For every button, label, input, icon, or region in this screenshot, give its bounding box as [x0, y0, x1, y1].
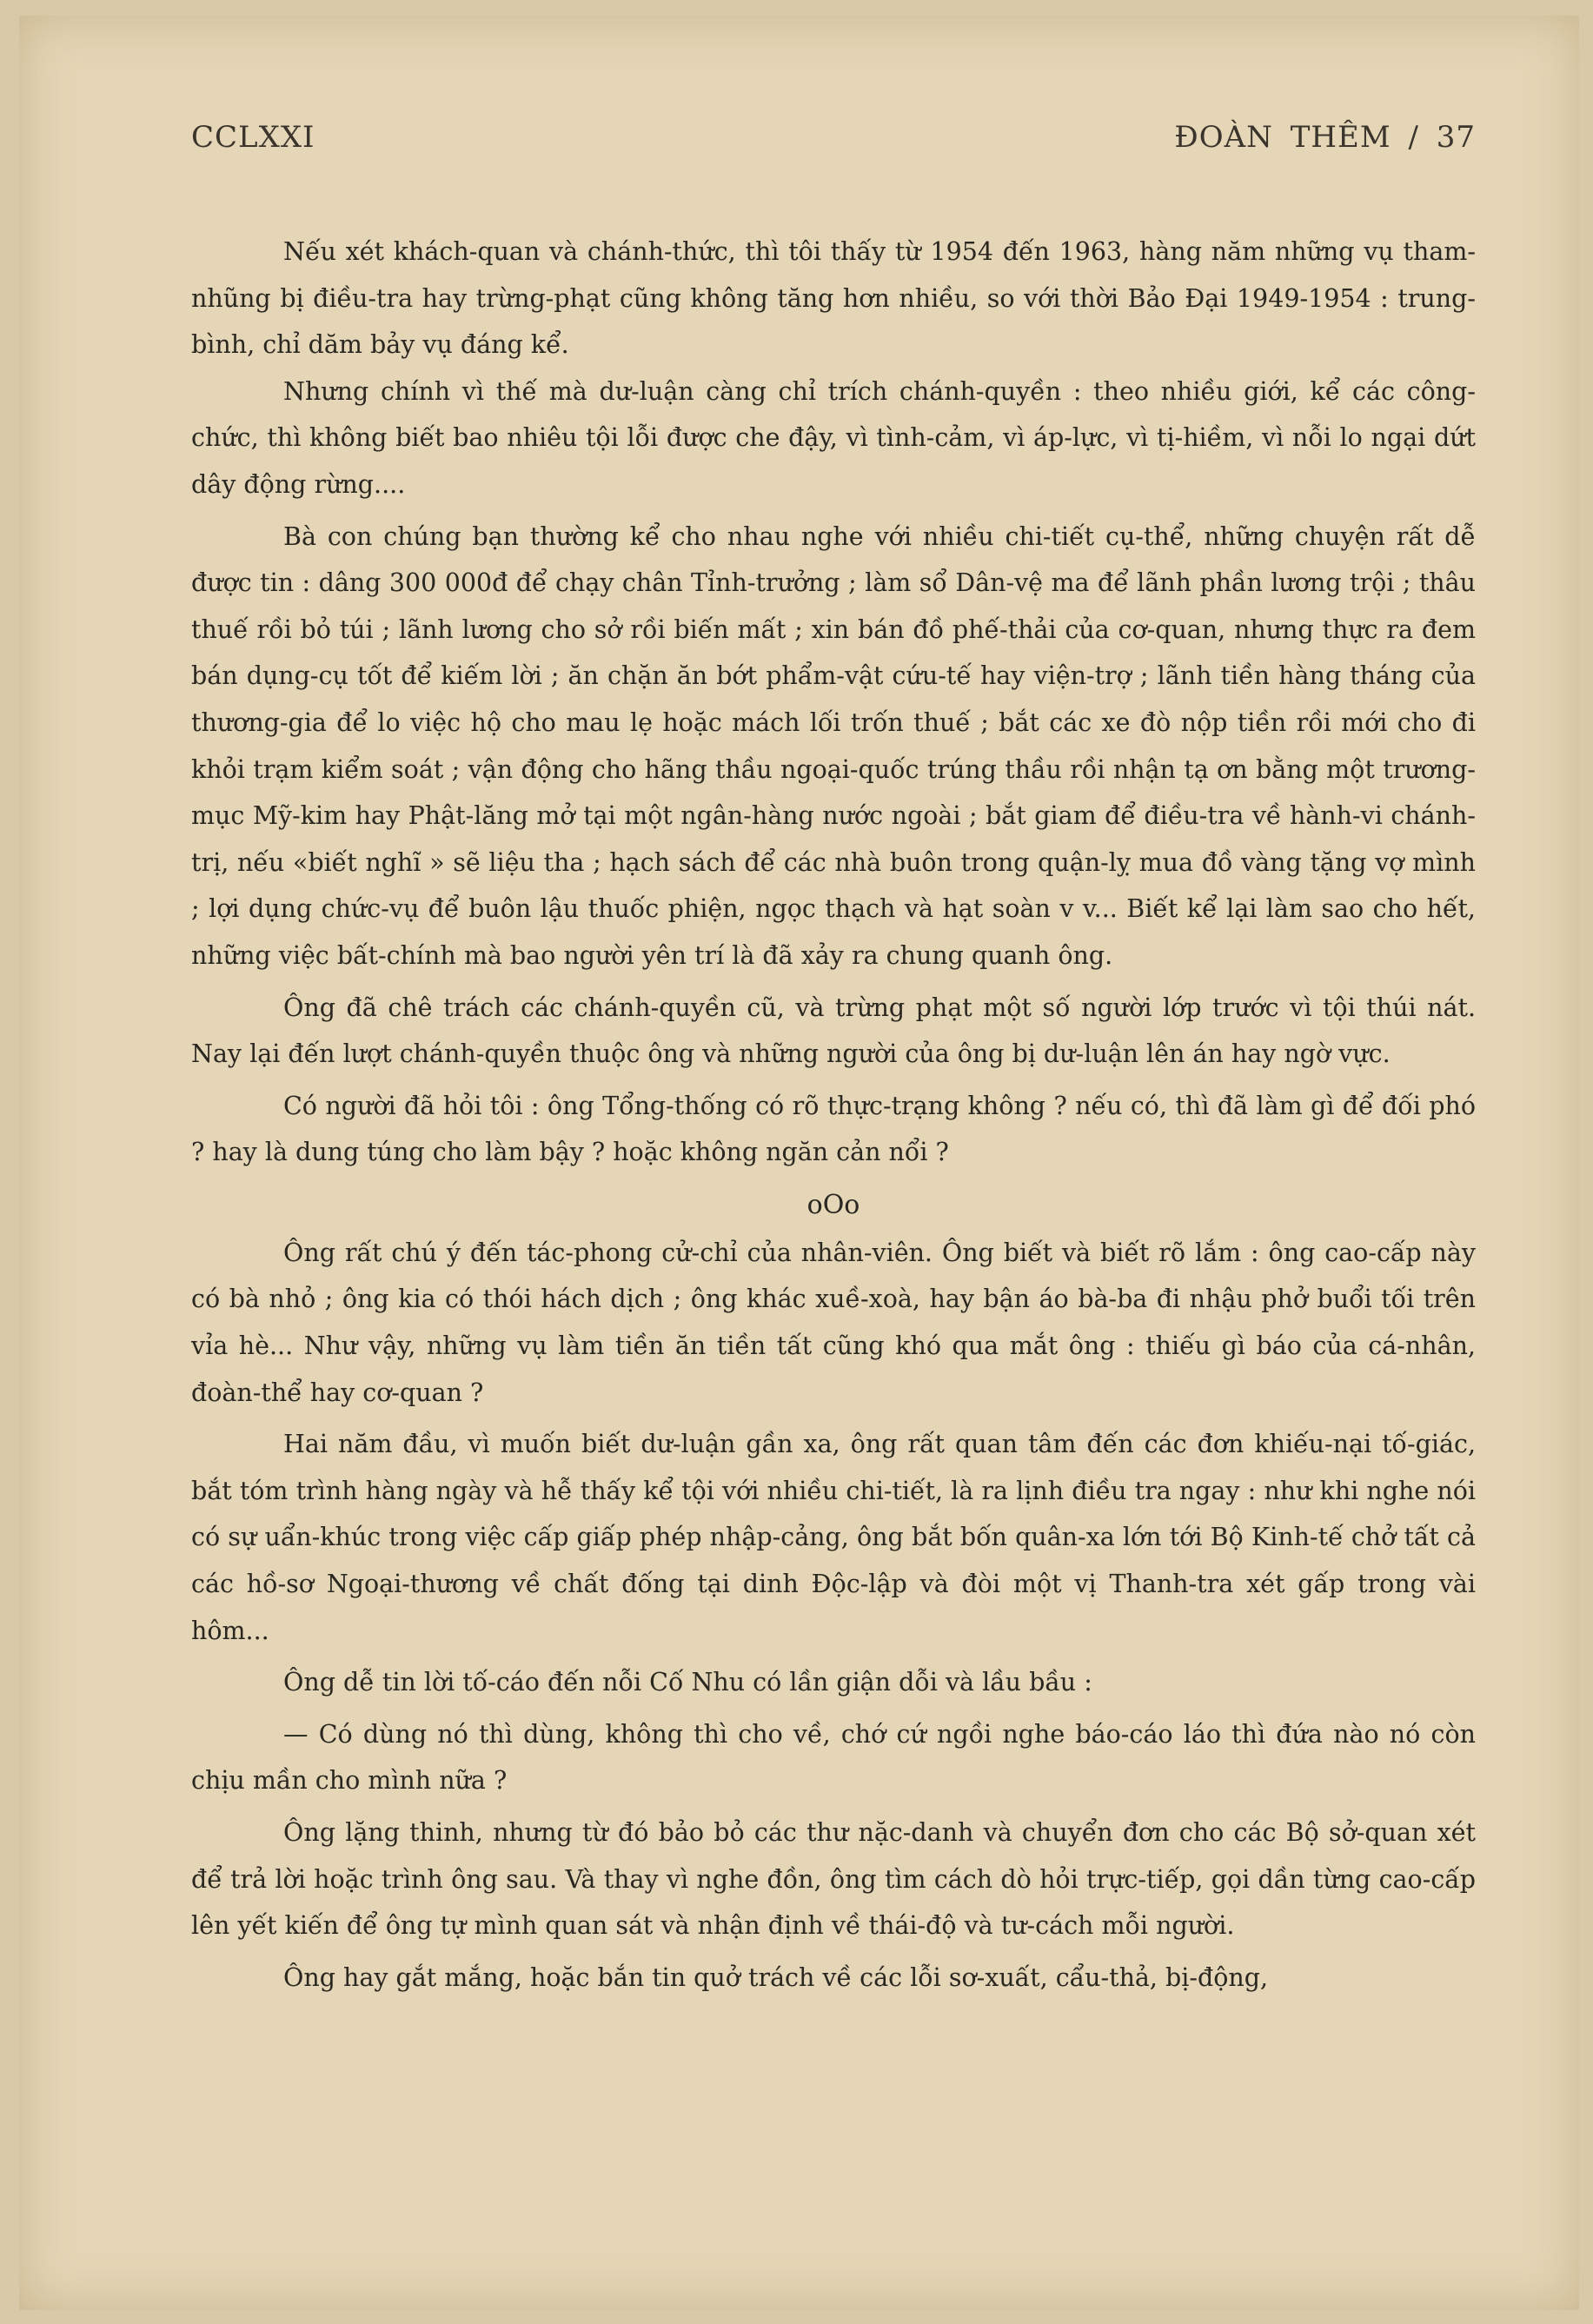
paragraph: Nhưng chính vì thế mà dư-luận càng chỉ trích chánh-quyền : theo nhiều giới, kể các công-chức, thì không biết bao nhiêu tội lỗi được che đậy, vì tình-cảm, vì áp-lực, vì tị-hiềm, vì nỗi lo ngại dứt dây động rừng.... — [191, 376, 1476, 499]
paragraph: Ông dễ tin lời tố-cáo đến nỗi Cố Nhu có lần giận dỗi và lầu bầu : — [283, 1668, 1092, 1697]
author-page-number: ĐOÀN THÊM / 37 — [1174, 120, 1476, 155]
paragraph: Ông hay gắt mắng, hoặc bắn tin quở trách về các lỗi sơ-xuất, cẩu-thả, bị-động, — [283, 1962, 1269, 1992]
page-body — [191, 229, 1476, 2006]
paragraph: Bà con chúng bạn thường kể cho nhau nghe với nhiều chi-tiết cụ-thể, những chuyện rất dễ được tin : dâng 300 000đ để chạy chân Tỉnh-trưởng ; làm sổ Dân-vệ ma để lãnh phần lương trội ; thâu thuế rồi bỏ túi ; lãnh lương cho sở rồi biến mất ; xin bán đồ phế-thải của cơ-quan, nhưng thực ra đem bán dụng-cụ tốt để kiếm lời ; ăn chặn ăn bớt phẩm-vật cứu-tế hay viện-trợ ; lãnh tiền hàng tháng của thương-gia để lo việc hộ cho mau lẹ hoặc mách lối trốn thuế ; bắt các xe đò nộp tiền rồi mới cho đi khỏi trạm kiểm soát ; vận động cho hãng thầu ngoại-quốc trúng thầu rồi nhận tạ ơn bằng một trương-mục Mỹ-kim hay Phật-lăng mở tại một ngân-hàng nước ngoài ; bắt giam để điều-tra về hành-vi chánh-trị, nếu «biết nghĩ » sẽ liệu tha ; hạch sách để các nhà buôn trong quận-lỵ mua đồ vàng tặng vợ mình ; lợi dụng chức-vụ để buôn lậu thuốc phiện, ngọc thạch và hạt soàn v v... Biết kể lại làm sao cho hết, những việc bất-chính mà bao người yên trí là đã xảy ra chung quanh ông. — [191, 521, 1476, 970]
book-page — [19, 16, 1579, 2310]
chapter-number: CCLXXI — [191, 120, 315, 155]
section-separator: oOo — [806, 1189, 860, 1220]
paragraph: Ông đã chê trách các chánh-quyền cũ, và trừng phạt một số người lớp trước vì tội thúi nát. Nay lại đến lượt chánh-quyền thuộc ông và những người của ông bị dư-luận lên án hay ngờ vực. — [191, 993, 1476, 1069]
paragraph: Ông rất chú ý đến tác-phong cử-chỉ của nhân-viên. Ông biết và biết rõ lắm : ông cao-cấp này có bà nhỏ ; ông kia có thói hách dịch ; ông khác xuề-xoà, hay bận áo bà-ba đi nhậu phở buổi tối trên vỉa hè... Như vậy, những vụ làm tiền ăn tiền tất cũng khó qua mắt ông : thiếu gì báo của cá-nhân, đoàn-thể hay cơ-quan ? — [191, 1238, 1476, 1407]
paragraph: Hai năm đầu, vì muốn biết dư-luận gần xa, ông rất quan tâm đến các đơn khiếu-nại tố-giác, bắt tóm trình hàng ngày và hễ thấy kể tội với nhiều chi-tiết, là ra lịnh điều tra ngay : như khi nghe nói có sự uẩn-khúc trong việc cấp giấp phép nhập-cảng, ông bắt bốn quân-xa lớn tới Bộ Kinh-tế chở tất cả các hồ-sơ Ngoại-thương về chất đống tại dinh Độc-lập và đòi một vị Thanh-tra xét gấp trong vài hôm... — [191, 1430, 1476, 1645]
paragraph: Nếu xét khách-quan và chánh-thức, thì tôi thấy từ 1954 đến 1963, hàng năm những vụ tham-nhũng bị điều-tra hay trừng-phạt cũng không tăng hơn nhiều, so với thời Bảo Đại 1949-1954 : trung-bình, chỉ dăm bảy vụ đáng kể. — [191, 237, 1476, 360]
paragraph: Ông lặng thinh, nhưng từ đó bảo bỏ các thư nặc-danh và chuyển đơn cho các Bộ sở-quan xét để trả lời hoặc trình ông sau. Và thay vì nghe đồn, ông tìm cách dò hỏi trực-tiếp, gọi dần từng cao-cấp lên yết kiến để ông tự mình quan sát và nhận định về thái-độ và tư-cách mỗi người. — [191, 1818, 1476, 1941]
running-header — [191, 120, 1476, 163]
dialogue-paragraph: — Có dùng nó thì dùng, không thì cho về, chớ cứ ngồi nghe báo-cáo láo thì đứa nào nó còn chịu mần cho mình nữa ? — [191, 1719, 1476, 1796]
paragraph: Có người đã hỏi tôi : ông Tổng-thống có rõ thực-trạng không ? nếu có, thì đã làm gì để đối phó ? hay là dung túng cho làm bậy ? hoặc không ngăn cản nổi ? — [191, 1091, 1476, 1167]
